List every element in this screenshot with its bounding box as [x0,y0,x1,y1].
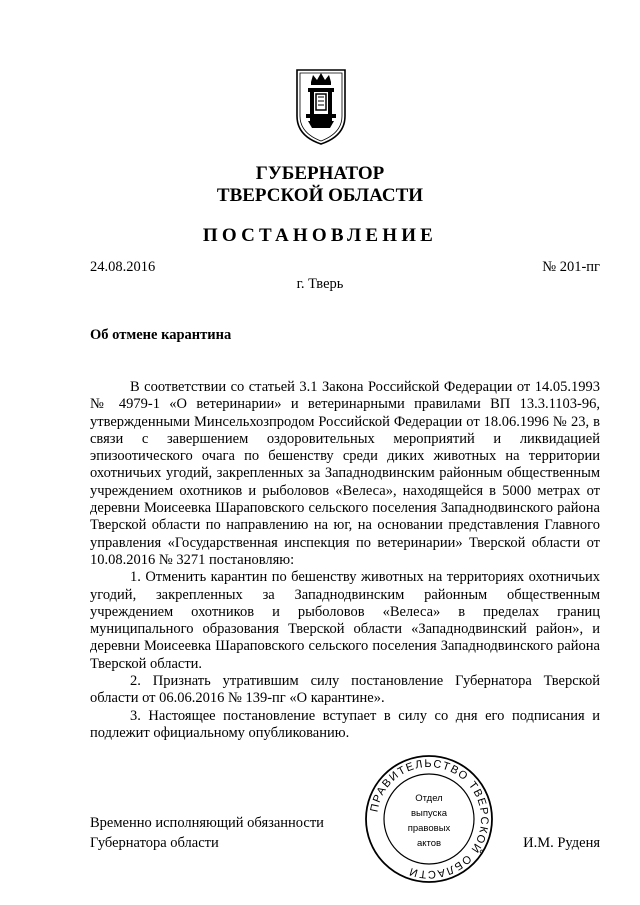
svg-text:ПРАВИТЕЛЬСТВО ТВЕРСКОЙ ОБЛАСТИ [368,758,490,880]
stamp-line-3: правовых [407,823,451,834]
signatory-name: И.М. Руденя [523,835,600,851]
document-type: ПОСТАНОВЛЕНИЕ [202,225,438,246]
clause-3: 3. Настоящее постановление вступает в силу со дня его подписания и подлежит официальному опубликованию. [90,707,600,741]
signatory-position [90,813,324,853]
signatory-position-line-1: Временно исполняющий обязанности [90,815,324,831]
official-stamp [364,754,494,884]
document-subject: Об отмене карантина [90,327,232,343]
document-date: 24.08.2016 [90,259,156,275]
stamp-line-4: актов [416,838,442,849]
stamp-line-1: Отдел [415,793,443,804]
clause-1: 1. Отменить карантин по бешенству животных на территориях охотничьих угодий, закрепленных за Западнодвинским районным общественным учреждением охотников и рыболовов «Велеса» в пределах границ муниципального образования Тверской области «Западнодвинский район», и деревни Моисеевка Шараповского сельского поселения Западнодвинского района Тверской области. [90,569,600,672]
issuer-title: ГУБЕРНАТОР [255,163,385,184]
issuer-region: ТВЕРСКОЙ ОБЛАСТИ [216,185,424,206]
document-body [90,379,600,742]
clause-2: 2. Признать утратившим силу постановление Губернатора Тверской области от 06.06.2016 № 139-пг «О карантине». [90,673,600,707]
document-city: г. Тверь [296,276,344,292]
stamp-ring-text: ПРАВИТЕЛЬСТВО ТВЕРСКОЙ ОБЛАСТИ [368,757,491,881]
stamp-line-2: выпуска [410,808,448,819]
document-number: № 201-пг [542,259,600,275]
signatory-position-line-2: Губернатора области [90,835,219,851]
tver-region-coat-of-arms-icon [294,66,348,146]
preamble-paragraph: В соответствии со статьей 3.1 Закона Российской Федерации от 14.05.1993 № 4979-1 «О ветеринарии» и ветеринарными правилами ВП 13.3.1103-96, утвержденными Минсельхозпродом Российской Федерации от 18.06.1996 № 23, в связи с завершением оздоровительных мероприятий и ликвидацией эпизоотического очага по бешенству среди диких животных на территории охотничьих угодий, закрепленных за Западнодвинским районным общественным учреждением охотников и рыболовов «Велеса», находящейся в 5000 метрах от деревни Моисеевка Шараповского сельского поселения Западнодвинского района Тверской области по направлению на юг, на основании представления Главного управления «Государственная инспекция по ветеринарии» Тверской области от 10.08.2016 № 3271 постановляю: [90,379,600,568]
